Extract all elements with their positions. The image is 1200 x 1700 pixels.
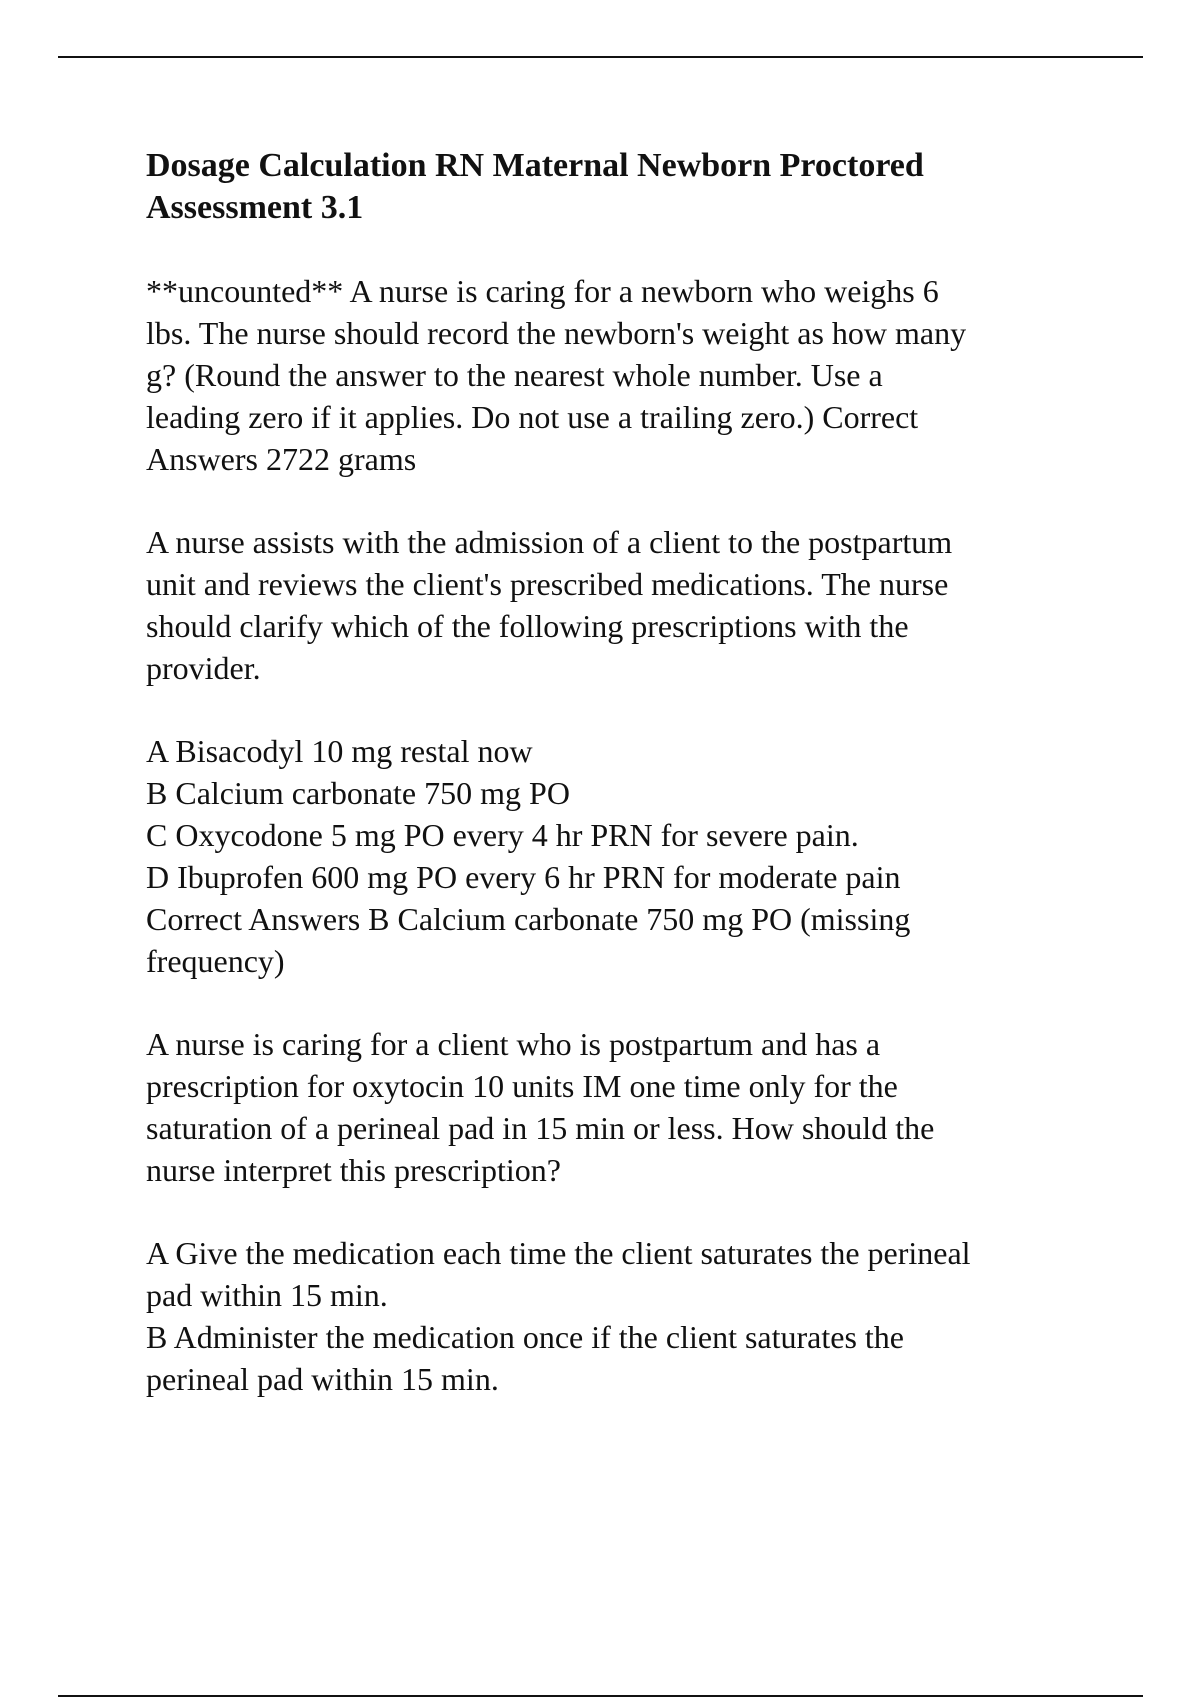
- title-line: Dosage Calculation RN Maternal Newborn Proctored: [146, 147, 924, 184]
- top-divider: [58, 56, 1143, 58]
- question-3-line: prescription for oxytocin 10 units IM one time only for the: [146, 1068, 898, 1104]
- option-a: A Bisacodyl 10 mg restal now: [146, 733, 533, 769]
- question-1-line: **uncounted** A nurse is caring for a newborn who weighs 6: [146, 273, 939, 309]
- question-1-answer-line: Answers 2722 grams: [146, 441, 417, 477]
- question-3-options: [146, 1232, 1096, 1400]
- document-body: [146, 145, 1096, 1441]
- question-2-options: [146, 730, 1096, 982]
- title-line: Assessment 3.1: [146, 189, 364, 226]
- question-1-line: lbs. The nurse should record the newborn's weight as how many: [146, 315, 967, 351]
- question-3-line: saturation of a perineal pad in 15 min or less. How should the: [146, 1110, 935, 1146]
- question-2-line: should clarify which of the following prescriptions with the: [146, 608, 909, 644]
- question-2-stem: [146, 521, 1096, 689]
- option-b-continued: perineal pad within 15 min.: [146, 1361, 499, 1397]
- question-2-line: provider.: [146, 650, 261, 686]
- question-2-line: unit and reviews the client's prescribed medications. The nurse: [146, 566, 949, 602]
- question-2-line: A nurse assists with the admission of a client to the postpartum: [146, 524, 953, 560]
- question-3-line: A nurse is caring for a client who is postpartum and has a: [146, 1026, 881, 1062]
- correct-answer-line: Correct Answers B Calcium carbonate 750 mg PO (missing: [146, 901, 911, 937]
- option-a-continued: pad within 15 min.: [146, 1277, 388, 1313]
- option-c: C Oxycodone 5 mg PO every 4 hr PRN for severe pain.: [146, 817, 859, 853]
- document-title: [146, 145, 1096, 229]
- question-1-line: leading zero if it applies. Do not use a trailing zero.) Correct: [146, 399, 919, 435]
- option-d: D Ibuprofen 600 mg PO every 6 hr PRN for moderate pain: [146, 859, 901, 895]
- option-b: B Calcium carbonate 750 mg PO: [146, 775, 570, 811]
- question-3-line: nurse interpret this prescription?: [146, 1152, 561, 1188]
- correct-answer-line: frequency): [146, 943, 285, 979]
- question-3-stem: [146, 1023, 1096, 1191]
- bottom-divider: [58, 1695, 1143, 1697]
- option-a: A Give the medication each time the client saturates the perineal: [146, 1235, 971, 1271]
- question-1: [146, 270, 1096, 480]
- question-1-line: g? (Round the answer to the nearest whole number. Use a: [146, 357, 883, 393]
- option-b: B Administer the medication once if the client saturates the: [146, 1319, 904, 1355]
